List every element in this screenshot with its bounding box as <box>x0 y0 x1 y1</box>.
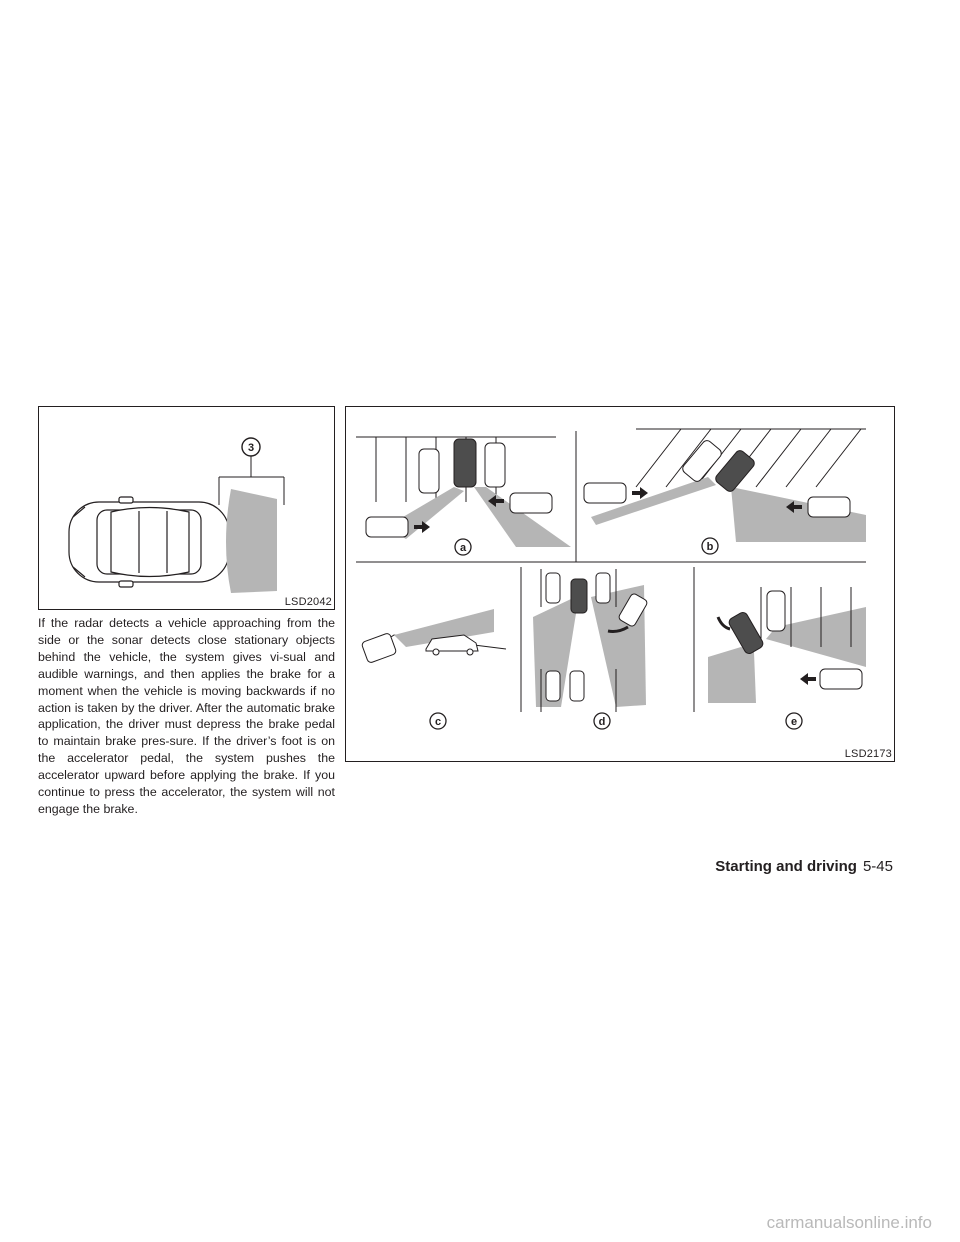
panel-label-d: d <box>598 716 606 728</box>
panel-label-b: b <box>706 541 714 553</box>
scenarios-illustration <box>346 407 894 761</box>
body-paragraph: If the radar detects a vehicle approaching from the side or the sonar detects close stationary objects behind the vehicle, the system gives vi-sual and audible warnings, and then applies the brake for a moment when the vehicle is moving backwards if no action is taken by the driver. After the automatic brake application, the driver must depress the brake pedal to maintain brake pres-sure. If the driver’s foot is on the accelerator pedal, the system pushes the accelerator upward before applying the brake. If you continue to press the accelerator, the system will not engage the brake. <box>38 616 335 816</box>
sonar-detection-zone <box>219 455 284 593</box>
rear-sonar-illustration <box>39 407 334 609</box>
panel-d <box>533 569 648 729</box>
vehicle-top-view <box>69 497 229 587</box>
figure-detection-scenarios <box>345 406 895 762</box>
watermark: carmanualsonline.info <box>766 1213 932 1232</box>
footer-page-number: 5-45 <box>862 858 893 875</box>
panel-b <box>584 429 866 554</box>
panel-e <box>708 587 866 729</box>
page-footer <box>715 858 893 875</box>
panel-c <box>361 609 506 729</box>
figure-code: LSD2042 <box>284 596 332 608</box>
panel-label-c: c <box>434 716 442 728</box>
callout-number: 3 <box>247 442 255 454</box>
figure-rear-sonar <box>38 406 335 610</box>
footer-section-title: Starting and driving <box>715 858 857 875</box>
panel-label-a: a <box>459 542 467 554</box>
panel-label-e: e <box>790 716 798 728</box>
panel-a <box>356 437 571 555</box>
figure-code: LSD2173 <box>844 748 892 760</box>
